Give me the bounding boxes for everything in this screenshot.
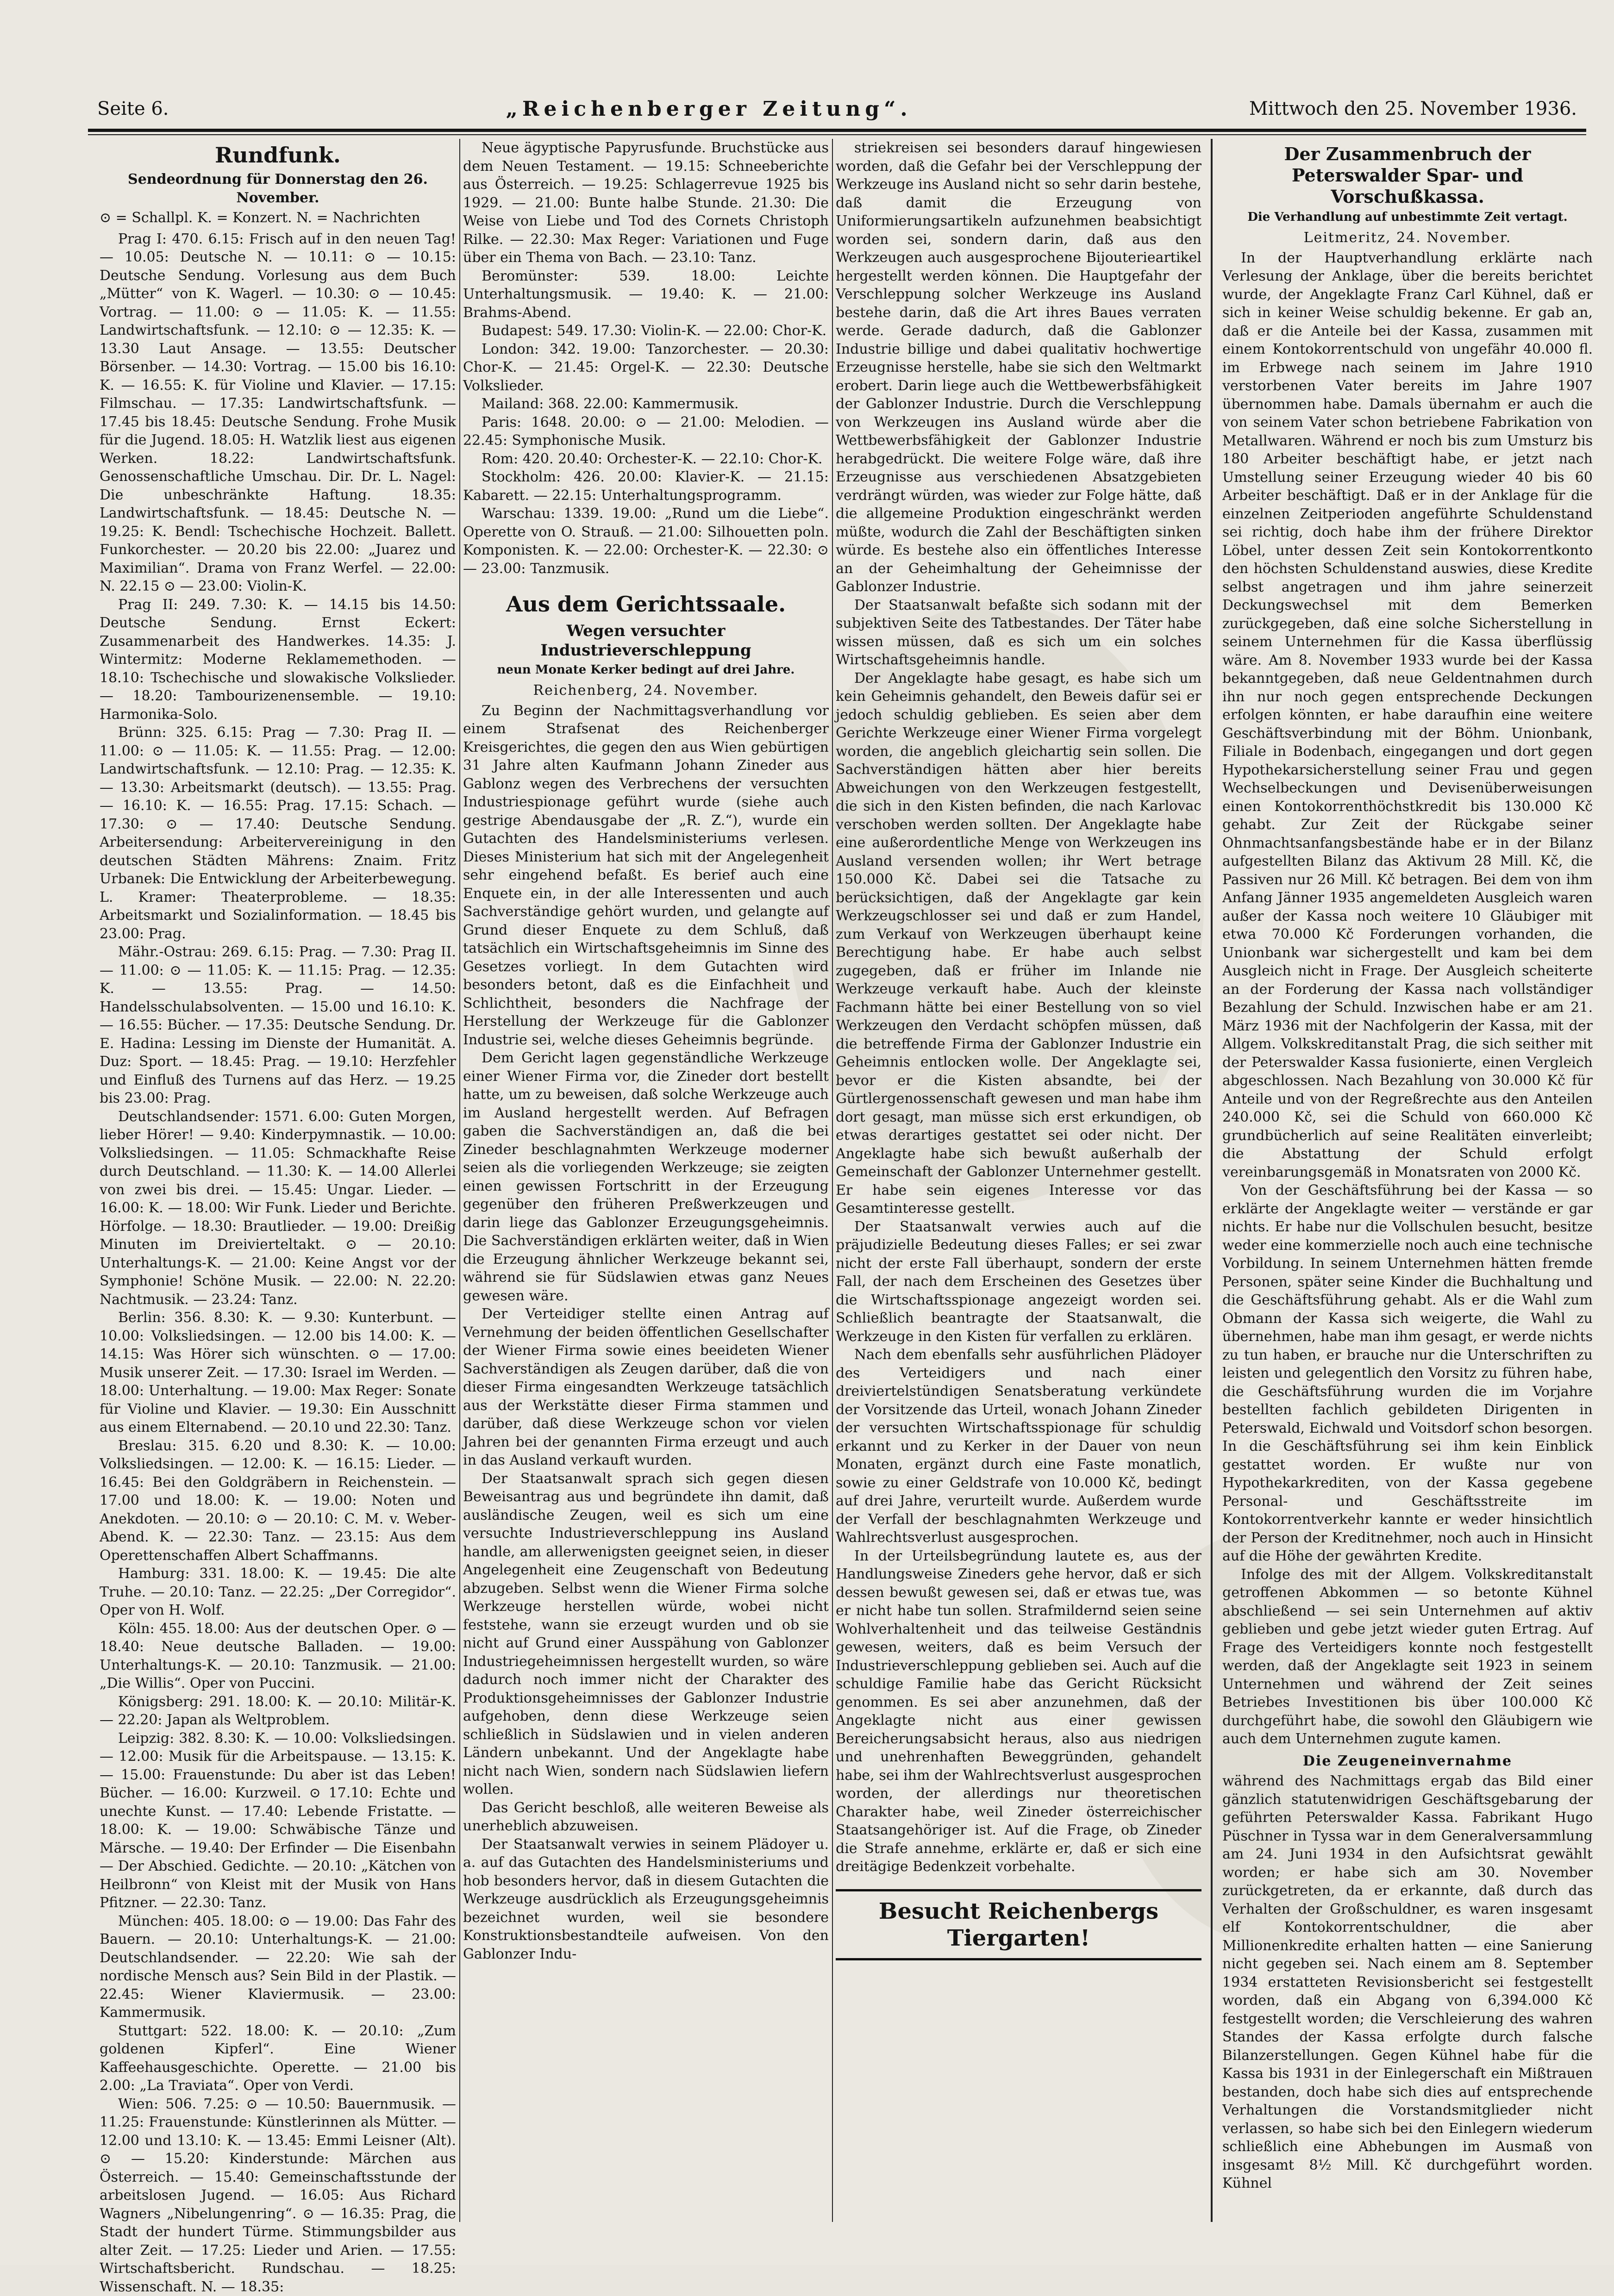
program-title: Sendeordnung für Donnerstag den 26. November. <box>100 170 456 207</box>
station-entry: Breslau: 315. 6.20 und 8.30: K. — 10.00: Volksliedsingen. — 12.00: K. — 16.15: Lieder. — 16.45: Bei den Goldgräbern in Reichenstein. — 17.00 und 18.00: K. — 19.00: Noten und Anekdoten. — 20.10: ⊙ — 20.10: C. M. v. Weber-Abend. K. — 22.30: Tanz. — 23.15: Aus dem Operettenschaffen Albert Schaffmanns. <box>100 1437 456 1565</box>
station-entry: Königsberg: 291. 18.00: K. — 20.10: Militär-K. — 22.20: Japan als Weltproblem. <box>100 1693 456 1729</box>
tiergarten-ad: Besucht Reichenbergs Tiergarten! <box>836 1889 1201 1960</box>
station-entry: München: 405. 18.00: ⊙ — 19.00: Das Fahr des Bauern. — 20.10: Unterhaltungs-K. — 21.00: Deutschlandsender. — 22.20: Wie sah der nordische Mensch aus? Sein Bild in der Plastik. — 22.45: Wiener Klaviermusik. — 23.00: Kammermusik. <box>100 1912 456 2022</box>
station-entry: Mailand: 368. 22.00: Kammermusik. <box>463 395 829 413</box>
station-entry: Prag II: 249. 7.30: K. — 14.15 bis 14.50: Deutsche Sendung. Ernst Eckert: Zusammenarbeit des Handwerkes. 14.35: J. Wintermitz: Moderne Reklamemethoden. — 18.10: Tschechische und slowakische Volkslieder. — 18.20: Tambourizenensemble. — 19.10: Harmonika-Solo. <box>100 596 456 724</box>
article-paragraph: In der Urteilsbegründung lautete es, aus der Handlungsweise Zineders gehe hervor, daß er sich dessen bewußt gewesen sei, daß er etwas tue, was er nicht habe tun sollen. Strafmildernd seien seine Wohlverhaltenheit und das teilweise Geständnis gewesen, weiters, daß es beim Versuch der Industrieverschleppung geblieben sei. Auch auf die schuldige Familie habe das Gericht Rücksicht genommen. Es sei aber anzunehmen, daß der Angeklagte nicht aus einer gewissen Bereicherungsabsicht heraus, also aus niedrigen und unehrenhaften Beweggründen, gehandelt habe, sei ihm der Wahlrechtsverlust ausgesprochen worden, der allerdings nur theoretischen Charakter habe, weil Zineder österreichischer Staatsangehöriger ist. Auf die Frage, ob Zineder die Strafe annehme, erklärte er, daß er sich eine dreitägige Bedenkzeit vorbehalte. <box>836 1547 1201 1876</box>
masthead: „Reichenberger Zeitung“. <box>506 97 912 121</box>
station-entry: Paris: 1648. 20.00: ⊙ — 21.00: Melodien. — 22.45: Symphonische Musik. <box>463 413 829 450</box>
witness-paragraph: während des Nachmittags ergab das Bild einer gänzlich statutenwidrigen Geschäftsgebarung der geführten Peterswalder Kassa. Fabrikant Hugo Püschner in Tyssa war in dem Generalversammlung am 24. Juni 1934 in den Aufsichtsrat gewählt worden; er habe sich am 30. November zurückgetreten, da er erkannte, daß durch das Verhalten der Großschuldner, es waren insgesamt elf Kontokorrentschuldner, die aber Millionenkredite erhalten hatten — eine Sanierung nicht gegeben sei. Nach einem am 8. September 1934 erstatteten Revisionsbericht sei festgestellt worden, daß ein Abgang von 6,394.000 Kč festgestellt worden; die Verschleierung des wahren Standes der Kassa erfolgte durch falsche Bilanzerstellungen. Gegen Kühnel habe für die Kassa bis 1931 in der Einlegerschaft ein Mißtrauen bestanden, doch habe sich dies auf entsprechende Verhaltungen die Vorstandsmitglieder nicht verlassen, so habe sich bei den Einlegern wiederum schließlich eine Abhebungen im Ausmaß von insgesamt 8½ Mill. Kč durchgeführt worden. Kühnel <box>1222 1772 1593 2193</box>
station-entry: Warschau: 1339. 19.00: „Rund um die Liebe“. Operette von O. Strauß. — 21.00: Silhouetten poln. Komponisten. K. — 22.00: Orchester-K. — 22.30: ⊙ — 23.00: Tanzmusik. <box>463 505 829 578</box>
column-divider <box>1211 139 1213 2222</box>
station-entry: Prag I: 470. 6.15: Frisch auf in den neuen Tag! — 10.05: Deutsche N. — 10.11: ⊙ — 10.15: Deutsche Sendung. Vorlesung aus dem Buch „Mütter“ von K. Wagerl. — 10.30: ⊙ — 10.45: Vortrag. — 11.00: ⊙ — 11.05: K. — 11.55: Landwirtschaftsfunk. — 12.10: ⊙ — 12.35: K. — 13.30 Laut Ansage. — 13.55: Deutscher Börsenber. — 14.30: Vortrag. — 15.00 bis 16.10: K. — 16.55: K. für Violine und Klavier. — 17.15: Filmschau. — 17.35: Landwirtschaftsfunk. — 17.45 bis 18.45: Deutsche Sendung. Frohe Musik für die Jugend. 18.05: H. Watzlik liest aus eigenen Werken. 18.22: Landwirtschaftsfunk. Genossenschaftliche Umschau. Dir. Dr. L. Nagel: Die unbeschränkte Haftung. 18.35: Landwirtschaftsfunk. — 18.45: Deutsche N. — 19.25: K. Bendl: Tschechische Hochzeit. Ballett. Funkorchester. — 20.20 bis 22.00: „Juarez und Maximilian“. Drama von Franz Werfel. — 22.00: N. 22.15 ⊙ — 23.00: Violin-K. <box>100 230 456 596</box>
article-paragraph: Der Staatsanwalt verwies in seinem Plädoyer u. a. auf das Gutachten des Handelsministeriums und hob besonders hervor, daß in diesem Gutachten die Werkzeuge ausdrücklich als Erzeugungsgeheimnis bezeichnet wurden, weil sie besondere Konstruktionsbestandteile aufweisen. Von den Gablonzer Indu- <box>463 1835 829 1964</box>
station-entry: Stockholm: 426. 20.00: Klavier-K. — 21.15: Kabarett. — 22.15: Unterhaltungsprogramm. <box>463 468 829 505</box>
article-paragraph: Der Staatsanwalt sprach sich gegen diesen Beweisantrag aus und begründete ihn damit, daß ausländische Zeugen, weil es sich um eine versuchte Industrieverschleppung ins Ausland handle, am allerwenigsten geeignet seien, in dieser Angelegenheit eine Zeugenschaft von Bedeutung abzugeben. Selbst wenn die Wiener Firma solche Werkzeuge herstellen würde, wobei nicht feststehe, wann sie erzeugt wurden und ob sie nicht auf Grund einer Ausspähung von Gablonzer Industriegeheimnissen hergestellt wurden, so wäre dadurch noch immer nicht der Charakter des Produktionsgeheimnisses der Gablonzer Industrie aufgehoben, denn diese Werkzeuge seien schließlich in Südslawien und in vielen anderen Ländern unbekannt. Und der Angeklagte habe nicht nach Wien, sondern nach Südslawien liefern wollen. <box>463 1470 829 1799</box>
station-entry: Berlin: 356. 8.30: K. — 9.30: Kunterbunt. — 10.00: Volksliedsingen. — 12.00 bis 14.00: K. — 14.15: Was Hörer sich wünschten. ⊙ — 17.00: Musik unserer Zeit. — 17.30: Israel im Werden. — 18.00: Unterhaltung. — 19.00: Max Reger: Sonate für Violine und Klavier. — 19.30: Ein Ausschnitt aus einem Elternabend. — 20.10 und 22.30: Tanz. <box>100 1309 456 1437</box>
column-divider <box>832 139 833 2222</box>
station-entry: Köln: 455. 18.00: Aus der deutschen Oper. ⊙ — 18.40: Neue deutsche Balladen. — 19.00: Unterhaltungs-K. — 20.10: Tanzmusik. — 21.00: „Die Willis“. Oper von Puccini. <box>100 1620 456 1693</box>
article-dateline: Reichenberg, 24. November. <box>463 681 829 700</box>
column-1 <box>100 139 456 2231</box>
article-paragraph: In der Hauptverhandlung erklärte nach Verlesung der Anklage, über die bereits berichtet wurde, der Angeklagte Franz Carl Kühnel, daß er sich in keiner Weise schuldig bekenne. Er gab an, daß er die Anteile bei der Kassa, zusammen mit einem Kontokorrentschuld von ungefähr 40.000 fl. im Erbwege nach seinem im Jahre 1910 verstorbenen Vater bereits im Jahre 1907 übernommen habe. Damals übernahm er auch die von seinem Vater schon betriebene Fabrikation von Metallwaren. Während er noch bis zum Umsturz bis 180 Arbeiter beschäftigt habe, er jetzt nach Umstellung seiner Erzeugung wieder 40 bis 60 Arbeiter beschäftigt. Daß er in der Anklage für die einzelnen Zeitperioden angeführte Schuldenstand sei richtig, doch habe ihm der frühere Direktor Löbel, unter dessen Zeit sein Kontokorrentkonto den höchsten Schuldenstand auswies, diese Kredite selbst angetragen und ihm jahre seinerzeit Deckungswechsel mit dem Bemerken zurückgegeben, daß eine solche Sicherstellung in seinem Unternehmen für die Kassa überflüssig wäre. Am 8. November 1933 wurde bei der Kassa bekanntgegeben, daß neue Geldentnahmen durch ihn nur noch gegen entsprechende Deckungen erfolgen könnten, er habe daraufhin eine weitere Geschäftsverbindung mit der Böhm. Unionbank, Filiale in Bodenbach, eingegangen und dort gegen Hypothekarsicherstellung seiner Frau und gegen Wechselbeckungen und Devisenüberweisungen einen Kontokorrenthöchstkredit bis 130.000 Kč gehabt. Zur Zeit der Rückgabe seiner Ohnmachtsanfangsbestände habe er in der Bilanz aufgestellten Bilanz das Aktivum 28 Mill. Kč, die Passiven nur 26 Mill. Kč betragen. Bei dem von ihm Anfang Jänner 1935 angemeldeten Ausgleich waren außer der Kassa noch weitere 10 Gläubiger mit etwa 70.000 Kč Forderungen vorhanden, die Unionbank war sichergestellt und kam bei dem Ausgleich nicht in Frage. Der Ausgleich scheiterte an der Forderung der Kassa nach vollständiger Bezahlung der Schuld. Inzwischen habe er am 21. März 1936 mit der Nachfolgerin der Kassa, mit der Allgem. Volkskreditanstalt Prag, die sich seither mit der Peterswalder Kassa fusionierte, einen Vergleich abgeschlossen. Nach Bezahlung von 30.000 Kč für Anteile und von der Regreßrechte aus den Anteilen 240.000 Kč, sei die Schuld von 660.000 Kč grundbücherlich auf seine Realitäten einverleibt; die Abstattung der Schuld erfolgt vereinbarungsgemäß in Monatsraten von 2000 Kč. <box>1222 249 1593 1182</box>
station-entry: Neue ägyptische Papyrusfunde. Bruchstücke aus dem Neuen Testament. — 19.15: Schneeberichte aus Österreich. — 19.25: Schlagerrevue 1925 bis 1929. — 21.00: Bunte halbe Stunde. 21.30: Die Weise von Liebe und Tod des Cornets Christoph Rilke. — 22.30: Max Reger: Variationen und Fuge über ein Thema von Bach. — 23.10: Tanz. <box>463 139 829 267</box>
zusammenbruch-body <box>1222 249 1593 1748</box>
article-paragraph: Der Angeklagte habe gesagt, es habe sich um kein Geheimnis gehandelt, den Beweis dafür sei er jedoch schuldig geblieben. Es seien aber dem Gerichte Werkzeuge einer Wiener Firma vorgelegt worden, die angeblich gleichartig sein sollen. Die Sachverständigen hätten aber hier bereits Abweichungen von den Werkzeugen festgestellt, die sich in den Kisten befinden, die nach Karlovac verschoben werden sollten. Der Angeklagte habe eine außerordentliche Menge von Werkzeugen ins Ausland versenden wollen; ihr Wert betrage 150.000 Kč. Dabei sei die Tatsache zu berücksichtigen, daß der Angeklagte gar kein Werkzeugschlosser sei und daß er zum Handel, zum Verkauf von Werkzeugen überhaupt keine Berechtigung habe. Er habe auch selbst zugegeben, daß er früher im Inlande nie Werkzeuge verkauft habe. Auch der kleinste Fachmann hätte bei einer Bestellung von so viel Werkzeugen den Verdacht schöpfen müssen, daß die betreffende Firma der Gablonzer Industrie ein Geheimnis entlocken wolle. Der Angeklagte sei, bevor er die Kisten absandte, bei der Gürtlergenossenschaft gewesen und man habe ihm dort gesagt, man müsse sich erst erkundigen, ob etwas derartiges gestattet sei oder nicht. Der Angeklagte habe sich bewußt außerhalb der Gemeinschaft der Gablonzer Unternehmer gestellt. Er habe sein eigenes Interesse vor das Gesamtinteresse gestellt. <box>836 669 1201 1218</box>
page-number: Seite 6. <box>97 98 169 119</box>
header-rule <box>88 129 1586 132</box>
zusammenbruch-title: Der Zusammenbruch der Peterswalder Spar- und Vorschußkassa. <box>1222 144 1593 207</box>
witness-head: Die Zeugeneinvernahme <box>1222 1752 1593 1771</box>
zusammenbruch-subhead: Die Verhandlung auf unbestimmte Zeit vertagt. <box>1222 209 1593 225</box>
column-divider <box>459 139 460 2222</box>
rundfunk-title: Rundfunk. <box>100 143 456 168</box>
article-paragraph: Dem Gericht lagen gegenständliche Werkzeuge einer Wiener Firma vor, die Zineder dort bestellt hatte, um zu beweisen, daß solche Werkzeuge auch im Ausland hergestellt werden. Auf Befragen gaben die Sachverständigen an, daß die bei Zineder beschlagnahmten Werkzeuge moderner seien als die vorliegenden Werkzeuge; sie zeigten einen gewissen Fortschritt in der Erzeugung gegenüber den früheren Preßwerkzeugen und darin liege das Gablonzer Erzeugungsgeheimnis. Die Sachverständigen erklärten weiter, daß in Wien die Erzeugung ähnlicher Werkzeuge bekannt sei, während sie für Südslawien etwas ganz Neues gewesen wäre. <box>463 1049 829 1305</box>
article-paragraph: Von der Geschäftsführung bei der Kassa — so erklärte der Angeklagte weiter — verstände er gar nichts. Er habe nur die Vollschulen besucht, besitze weder eine kommerzielle noch auch eine technische Vorbildung. In seinem Unternehmen hätten fremde Personen, später seine Kinder die Buchhaltung und die Geschäftsführung gehabt. Als er die Wahl zum Obmann der Kassa sich weigerte, die Wahl zu übernehmen, habe man ihm gesagt, er werde nichts zu tun haben, er brauche nur die Unterschriften zu leisten und gelegentlich den Vorsitz zu führen habe, die Geschäftsführung wurden die im Vorjahre bestellten fachlich gebildeten Dirigenten in Peterswald, Eichwald und Voitsdorf schon besorgen. In die Geschäftsführung sei ihm kein Einblick gestattet worden. Er wußte nur von Hypothekarkrediten, von der Kassa gegebene Personal- und Geschäftsstreite im Kontokorrentverkehr kannte er weder hinsichtlich der Person der Kreditnehmer, noch auch in Hinsicht auf die Höhe der gewährten Kredite. <box>1222 1181 1593 1566</box>
station-entry: Rom: 420. 20.40: Orchester-K. — 22.10: Chor-K. <box>463 450 829 468</box>
station-entry: Brünn: 325. 6.15: Prag — 7.30: Prag II. — 11.00: ⊙ — 11.05: K. — 11.55: Prag. — 12.00: Landwirtschaftsfunk. — 12.10: Prag. — 12.35: K. — 13.30: Arbeitsmarkt (deutsch). — 13.55: Prag. — 16.10: K. — 16.55: Prag. 17.15: Schach. — 17.30: ⊙ — 17.40: Deutsche Sendung. Arbeitersendung: Arbeitervereinigung in den deutschen Städten Mährens: Znaim. Fritz Urbanek: Die Entwicklung der Arbeiterbewegung. L. Kramer: Theaterprobleme. — 18.35: Arbeitsmarkt und Sozialinformation. — 18.45 bis 23.00: Prag. <box>100 724 456 943</box>
article-body-cont <box>836 139 1201 1876</box>
article-paragraph: Infolge des mit der Allgem. Volkskreditanstalt getroffenen Abkommen — so betonte Kühnel abschließend — sei sein Unternehmen auf aktiv geblieben und gebe jetzt wieder guten Ertrag. Auf Frage des Verteidigers konnte noch festgestellt werden, daß der Angeklagte seit 1923 in seinem Unternehmen und während der Zeit seines Betriebes Investitionen bis über 100.000 Kč durchgeführt habe, die sowohl den Gläubigern wie auch dem Unternehmen zugute kamen. <box>1222 1566 1593 1748</box>
station-entry: London: 342. 19.00: Tanzorchester. — 20.30: Chor-K. — 21.45: Orgel-K. — 22.30: Deutsche Volkslieder. <box>463 340 829 395</box>
radio-listing-cont <box>463 139 829 578</box>
article-headline: Wegen versuchter Industrieverschleppung <box>463 621 829 660</box>
station-entry: Leipzig: 382. 8.30: K. — 10.00: Volksliedsingen. — 12.00: Musik für die Arbeitspause. — 13.15: K. — 15.00: Frauenstunde: Du aber ist das Leben! Bücher. — 16.00: Kurzweil. ⊙ 17.10: Echte und unechte Kunst. — 17.40: Lebende Fristatte. — 18.00: K. — 19.00: Schwäbische Tänze und Märsche. — 19.40: Der Erfinder — Die Eisenbahn — Der Abschied. Gedichte. — 20.10: „Kätchen von Heilbronn“ von Kleist mit der Musik von Hans Pfitzner. — 22.30: Tanz. <box>100 1729 456 1912</box>
column-4 <box>1222 139 1593 2231</box>
radio-listing <box>100 230 456 2296</box>
issue-date: Mittwoch den 25. November 1936. <box>1249 98 1577 119</box>
article-paragraph: Der Staatsanwalt verwies auch auf die präjudizielle Bedeutung dieses Falles; er sei zwar nicht der erste Fall überhaupt, sondern der erste Fall, der nach dem Erscheinen des Gesetzes über die Wirtschaftsspionage angezeigt worden sei. Schließlich beantragte der Staatsanwalt, die Werkzeuge in den Kisten für verfallen zu erklären. <box>836 1218 1201 1346</box>
gericht-title: Aus dem Gerichtssaale. <box>463 592 829 617</box>
page-header <box>97 95 1577 123</box>
article-paragraph: Das Gericht beschloß, alle weiteren Beweise als unerheblich abzuweisen. <box>463 1799 829 1835</box>
legend: ⊙ = Schallpl. K. = Konzert. N. = Nachrichten <box>100 209 456 227</box>
article-paragraph: Nach dem ebenfalls sehr ausführlichen Plädoyer des Verteidigers und nach einer dreiviertelstündigen Senatsberatung verkündete der Vorsitzende das Urteil, wonach Johann Zineder der versuchten Wirtschaftsspionage für schuldig erkannt und zu Kerker in der Dauer von neun Monaten, ergänzt durch eine Faste monatlich, sowie zu einer Geldstrafe von 10.000 Kč, bedingt auf drei Jahre, verurteilt wurde. Außerdem wurde der Verfall der beschlagnahmten Werkzeuge und Wahlrechtsverlust ausgesprochen. <box>836 1346 1201 1547</box>
station-entry: Deutschlandsender: 1571. 6.00: Guten Morgen, lieber Hörer! — 9.40: Kinderpymnastik. — 10.00: Volksliedsingen. — 11.05: Schmackhafte Reise durch Deutschland. — 11.30: K. — 14.00 Allerlei von zwei bis drei. — 15.45: Ungar. Lieder. — 16.00: K. — 18.00: Wir Funk. Lieder und Berichte. Hörfolge. — 18.30: Brautlieder. — 19.00: Dreißig Minuten im Dreivierteltakt. ⊙ — 20.10: Unterhaltungs-K. — 21.00: Keine Angst vor der Symphonie! Schöne Musik. — 22.00: N. 22.20: Nachtmusik. — 23.24: Tanz. <box>100 1108 456 1309</box>
station-entry: Wien: 506. 7.25: ⊙ — 10.50: Bauernmusik. — 11.25: Frauenstunde: Künstlerinnen als Mütter. — 12.00 und 13.10: K. — 13.45: Emmi Leisner (Alt). ⊙ — 15.20: Kinderstunde: Märchen aus Österreich. — 15.40: Gemeinschaftsstunde der arbeitslosen Jugend. — 16.05: Aus Richard Wagners „Nibelungenring“. ⊙ — 16.35: Prag, die Stadt der hundert Türme. Stimmungsbilder aus alter Zeit. — 17.25: Lieder und Arien. — 17.55: Wirtschaftsbericht. Rundschau. — 18.25: Wissenschaft. N. — 18.35: <box>100 2095 456 2296</box>
station-entry: Mähr.-Ostrau: 269. 6.15: Prag. — 7.30: Prag II. — 11.00: ⊙ — 11.05: K. — 11.15: Prag. — 12.35: K. — 13.55: Prag. — 14.50: Handelsschulabsolventen. — 15.00 und 16.10: K. — 16.55: Bücher. — 17.35: Deutsche Sendung. Dr. E. Hadina: Lessing im Dienste der Humanität. A. Duz: Sport. — 18.45: Prag. — 19.10: Herzfehler und Einfluß des Turnens auf das Herz. — 19.25 bis 23.00: Prag. <box>100 943 456 1108</box>
article-subhead: neun Monate Kerker bedingt auf drei Jahre. <box>463 662 829 678</box>
column-3 <box>836 139 1201 2231</box>
article-paragraph: Zu Beginn der Nachmittagsverhandlung vor einem Strafsenat des Reichenberger Kreisgerichtes, die gegen den aus Wien gebürtigen 31 Jahre alten Kaufmann Johann Zineder aus Gablonz wegen des Verbrechens der versuchten Industriespionage geführt wurde (siehe auch gestrige Abendausgabe der „R. Z.“), wurde ein Gutachten des Handelsministeriums verlesen. Dieses Ministerium hat sich mit der Angelegenheit sehr eingehend befaßt. Es berief auch eine Enquete ein, in der alle Interessenten und auch Sachverständige gehört wurden, und gelangte auf Grund dieser Enquete zu dem Schluß, daß tatsächlich ein Wirtschaftsgeheimnis im Sinne des Gesetzes vorliegt. In dem Gutachten wird besonders betont, daß es die Einfachheit und Schlichtheit, besonders die Nachfrage der Herstellung der Werkzeuge für die Gablonzer Industrie sei, welche dieses Geheimnis begründe. <box>463 702 829 1049</box>
station-entry: Beromünster: 539. 18.00: Leichte Unterhaltungsmusik. — 19.40: K. — 21.00: Brahms-Abend. <box>463 267 829 322</box>
station-entry: Stuttgart: 522. 18.00: K. — 20.10: „Zum goldenen Kipferl“. Eine Wiener Kaffeehausgeschichte. Operette. — 21.00 bis 2.00: „La Traviata“. Oper von Verdi. <box>100 2022 456 2095</box>
article-paragraph: striekreisen sei besonders darauf hingewiesen worden, daß die Gefahr bei der Verschleppung der Werkzeuge ins Ausland nicht so sehr darin bestehe, daß damit die Erzeugung von Uniformierungsartikeln aufzunehmen beabsichtigt worden sei, sondern darin, daß aus den Werkzeugen auch ausgesprochene Bijouterieartikel hergestellt werden können. Die Hauptgefahr der Verschleppung solcher Werkzeuge ins Ausland bestehe darin, daß die Art ihres Baues verraten werde. Gerade dadurch, daß die Gablonzer Industrie billige und dabei qualitativ hochwertige Erzeugnisse herstelle, habe sie sich den Weltmarkt erobert. Darin liege auch die Wettbewerbsfähigkeit der Gablonzer Industrie. Durch die Verschleppung von Werkzeugen ins Ausland würde aber die Wettbewerbsfähigkeit der Gablonzer Industrie herabgedrückt. Die weitere Folge wäre, daß ihre Erzeugnisse aus verschiedenen Absatzgebieten verdrängt würden, was wieder zur Folge hätte, daß die allgemeine Produktion eingeschränkt werden müßte, wodurch die Zahl der Beschäftigten sinken würde. Es bestehe also ein öffentliches Interesse an der Geheimhaltung der Geheimnisse der Gablonzer Industrie. <box>836 139 1201 596</box>
station-entry: Hamburg: 331. 18.00: K. — 19.45: Die alte Truhe. — 20.10: Tanz. — 22.25: „Der Corregidor“. Oper von H. Wolf. <box>100 1565 456 1620</box>
article-body <box>463 702 829 1964</box>
station-entry: Budapest: 549. 17.30: Violin-K. — 22.00: Chor-K. <box>463 322 829 340</box>
article-paragraph: Der Verteidiger stellte einen Antrag auf Vernehmung der beiden öffentlichen Gesellschafter der Wiener Firma sowie eines beeideten Wiener Sachverständigen als Zeugen darüber, daß die von dieser Firma eingesandten Werkzeuge tatsächlich aus der Werkstätte dieser Firma stammen und darüber, daß diese Werkzeuge schon vor vielen Jahren bei der genannten Firma erzeugt und auch in das Ausland verkauft wurden. <box>463 1305 829 1470</box>
article-paragraph: Der Staatsanwalt befaßte sich sodann mit der subjektiven Seite des Tatbestandes. Der Täter habe wissen müssen, daß es sich um ein solches Wirtschaftsgeheimnis handle. <box>836 596 1201 669</box>
zusammenbruch-dateline: Leitmeritz, 24. November. <box>1222 229 1593 247</box>
header-rule-thin <box>88 134 1586 135</box>
column-2 <box>463 139 829 2231</box>
